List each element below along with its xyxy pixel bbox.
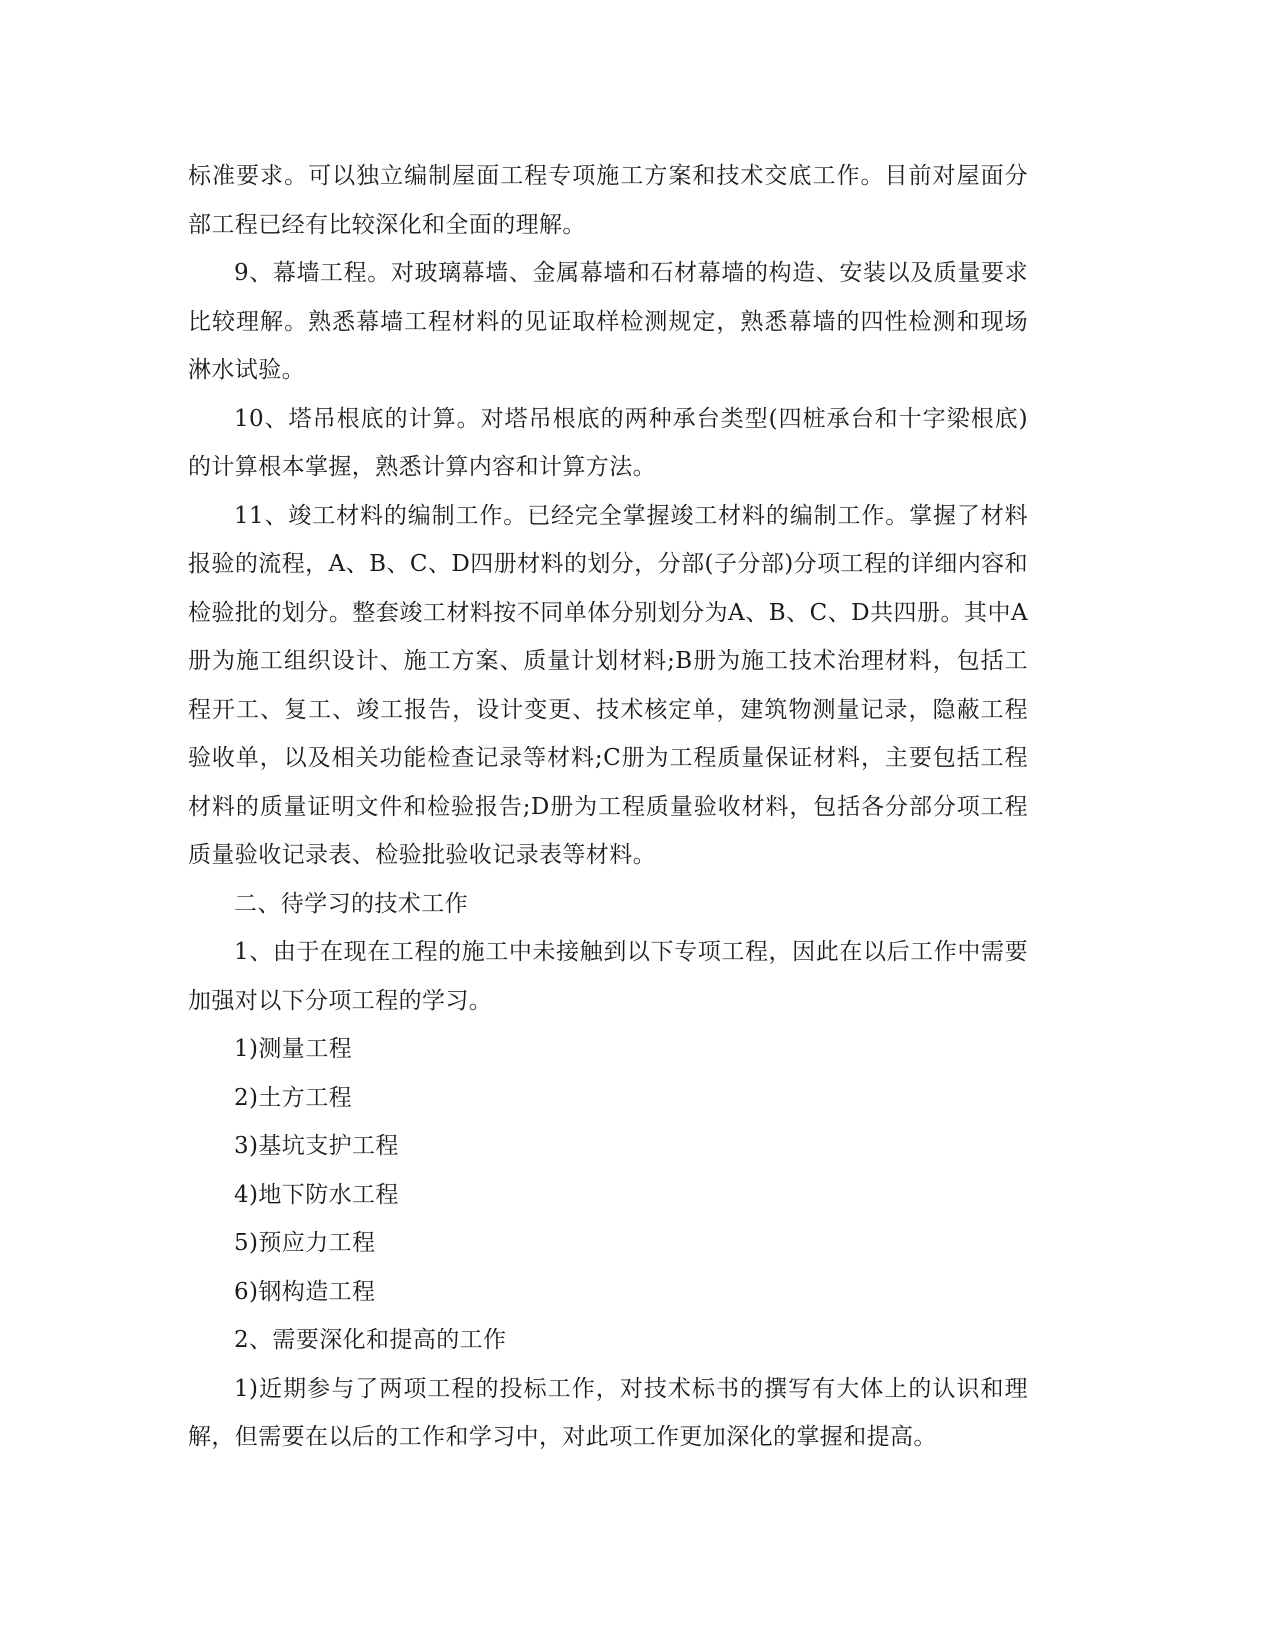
list-item: 4)地下防水工程 [234,1181,399,1208]
paragraph: 1)近期参与了两项工程的投标工作，对技术标书的撰写有大体上的认识和理解，但需要在以后的工作和学习中，对此项工作更加深化的掌握和提高。 [188,1375,1028,1450]
subsection-heading: 2、需要深化和提高的工作 [234,1327,507,1353]
list-item: 1)测量工程 [234,1036,353,1062]
paragraph: 1、由于在现在工程的施工中未接触到以下专项工程，因此在以后工作中需要加强对以下分项工程的学习。 [188,939,1028,1014]
list-item: 2)土方工程 [234,1084,353,1111]
list-item: 6)钢构造工程 [234,1278,376,1305]
paragraph: 10、塔吊根底的计算。对塔吊根底的两种承台类型(四桩承台和十字梁根底)的计算根本掌握，熟悉计算内容和计算方法。 [188,405,1028,480]
list-item: 3)基坑支护工程 [234,1133,399,1159]
list-item: 5)预应力工程 [234,1230,376,1256]
paragraph: 11、竣工材料的编制工作。已经完全掌握竣工材料的编制工作。掌握了材料报验的流程，A、B、C、D四册材料的划分，分部(子分部)分项工程的详细内容和检验批的划分。整套竣工材料按不同单体分别划分为A、B、C、D共四册。其中A册为施工组织设计、施工方案、质量计划材料;B册为施工技术治理材料，包括工程开工、复工、竣工报告，设计变更、技术核定单，建筑物测量记录，隐蔽工程验收单，以及相关功能检查记录等材料;C册为工程质量保证材料，主要包括工程材料的质量证明文件和检验报告;D册为工程质量验收材料，包括各分部分项工程质量验收记录表、检验批验收记录表等材料。 [188,502,1028,868]
section-heading: 二、待学习的技术工作 [234,890,468,917]
paragraph: 标准要求。可以独立编制屋面工程专项施工方案和技术交底工作。目前对屋面分部工程已经有比较深化和全面的理解。 [188,163,1028,238]
paragraph: 9、幕墙工程。对玻璃幕墙、金属幕墙和石材幕墙的构造、安装以及质量要求比较理解。熟悉幕墙工程材料的见证取样检测规定，熟悉幕墙的四性检测和现场淋水试验。 [188,260,1028,383]
document-body [188,152,1028,1462]
